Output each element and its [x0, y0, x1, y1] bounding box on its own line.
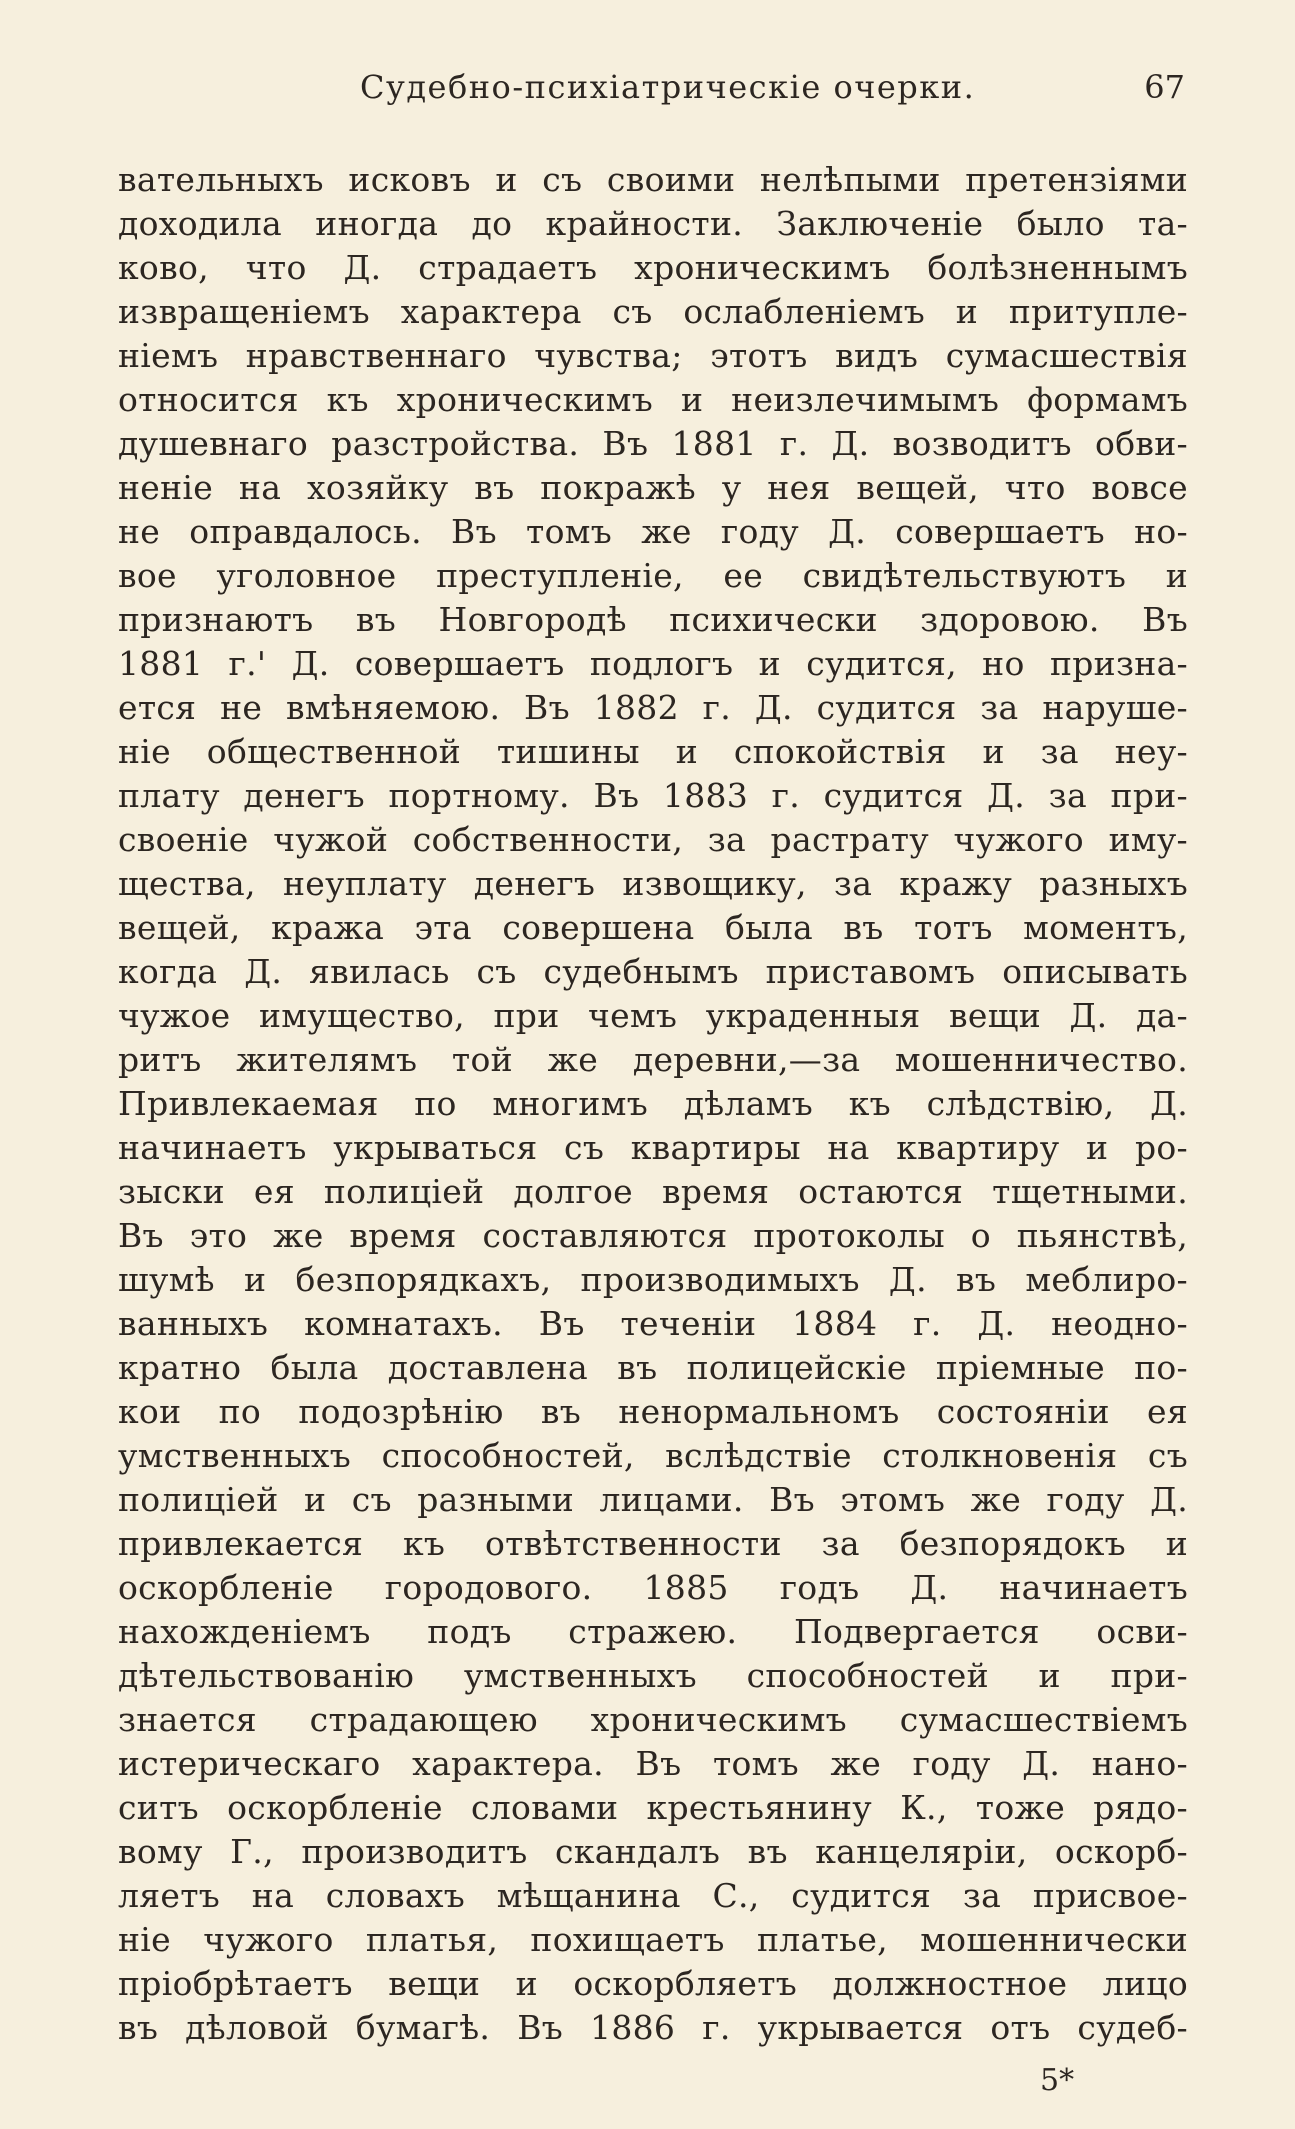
text-line: вещей, кража эта совершена была въ тотъ моментъ,: [118, 908, 1188, 947]
text-line: чужое имущество, при чемъ украденныя вещи Д. да-: [118, 996, 1188, 1035]
text-line: ется не вмѣняемою. Въ 1882 г. Д. судится за наруше-: [118, 688, 1188, 727]
text-line: ніе общественной тишины и спокойствія и за неу-: [118, 732, 1188, 771]
signature-mark: 5*: [1040, 2063, 1075, 2098]
text-line: привлекается къ отвѣтственности за безпорядокъ и: [118, 1524, 1188, 1563]
text-line: когда Д. явилась съ судебнымъ приставомъ описывать: [118, 952, 1188, 991]
text-line: пріобрѣтаетъ вещи и оскорбляетъ должностное лицо: [118, 1964, 1188, 2003]
text-line: душевнаго разстройства. Въ 1881 г. Д. возводитъ обви-: [118, 424, 1188, 463]
text-line: вательныхъ исковъ и съ своими нелѣпыми претензіями: [118, 160, 1188, 199]
text-line: дѣтельствованію умственныхъ способностей и при-: [118, 1656, 1188, 1695]
text-line: своеніе чужой собственности, за растрату чужого иму-: [118, 820, 1188, 859]
text-line: извращеніемъ характера съ ослабленіемъ и притупле-: [118, 292, 1188, 331]
text-line: шумѣ и безпорядкахъ, производимыхъ Д. въ меблиро-: [118, 1260, 1188, 1299]
text-line: полиціей и съ разными лицами. Въ этомъ же году Д.: [118, 1480, 1188, 1519]
text-line: начинаетъ укрываться съ квартиры на квартиру и ро-: [118, 1128, 1188, 1167]
text-line: доходила иногда до крайности. Заключеніе было та-: [118, 204, 1188, 243]
text-line: ніемъ нравственнаго чувства; этотъ видъ сумасшествія: [118, 336, 1188, 375]
text-line: ково, что Д. страдаетъ хроническимъ болѣзненнымъ: [118, 248, 1188, 287]
text-line: умственныхъ способностей, вслѣдствіе столкновенія съ: [118, 1436, 1188, 1475]
text-line: зыски ея полиціей долгое время остаются тщетными.: [118, 1172, 1188, 1211]
text-line: въ дѣловой бумагѣ. Въ 1886 г. укрывается отъ судеб-: [118, 2008, 1188, 2047]
text-line: неніе на хозяйку въ покражѣ у нея вещей, что вовсе: [118, 468, 1188, 507]
text-line: относится къ хроническимъ и неизлечимымъ формамъ: [118, 380, 1188, 419]
text-line: нахожденіемъ подъ стражею. Подвергается осви-: [118, 1612, 1188, 1651]
text-line: плату денегъ портному. Въ 1883 г. судится Д. за при-: [118, 776, 1188, 815]
text-line: Въ это же время составляются протоколы о пьянствѣ,: [118, 1216, 1188, 1255]
running-header-title: Судебно-психіатрическіе очерки.: [360, 68, 976, 106]
text-line: ніе чужого платья, похищаетъ платье, мошеннически: [118, 1920, 1188, 1959]
text-line: признаютъ въ Новгородѣ психически здоровою. Въ: [118, 600, 1188, 639]
text-line: ляетъ на словахъ мѣщанина С., судится за присвое-: [118, 1876, 1188, 1915]
text-line: щества, неуплату денегъ извощику, за кражу разныхъ: [118, 864, 1188, 903]
text-line: не оправдалось. Въ томъ же году Д. совершаетъ но-: [118, 512, 1188, 551]
text-line: кои по подозрѣнію въ ненормальномъ состояніи ея: [118, 1392, 1188, 1431]
text-line: истерическаго характера. Въ томъ же году Д. нано-: [118, 1744, 1188, 1783]
text-line: ситъ оскорбленіе словами крестьянину К., тоже рядо-: [118, 1788, 1188, 1827]
text-line: вое уголовное преступленіе, ее свидѣтельствуютъ и: [118, 556, 1188, 595]
text-line: Привлекаемая по многимъ дѣламъ къ слѣдствію, Д.: [118, 1084, 1188, 1123]
text-line: знается страдающею хроническимъ сумасшествіемъ: [118, 1700, 1188, 1739]
text-line: 1881 г.' Д. совершаетъ подлогъ и судится, но призна-: [118, 644, 1188, 683]
page-number: 67: [1144, 68, 1185, 106]
text-line: оскорбленіе городового. 1885 годъ Д. начинаетъ: [118, 1568, 1188, 1607]
text-line: вому Г., производитъ скандалъ въ канцеляріи, оскорб-: [118, 1832, 1188, 1871]
text-line: ритъ жителямъ той же деревни,—за мошенничество.: [118, 1040, 1188, 1079]
text-line: кратно была доставлена въ полицейскіе пріемные по-: [118, 1348, 1188, 1387]
text-line: ванныхъ комнатахъ. Въ теченіи 1884 г. Д. неодно-: [118, 1304, 1188, 1343]
body-text: [118, 158, 1188, 2050]
